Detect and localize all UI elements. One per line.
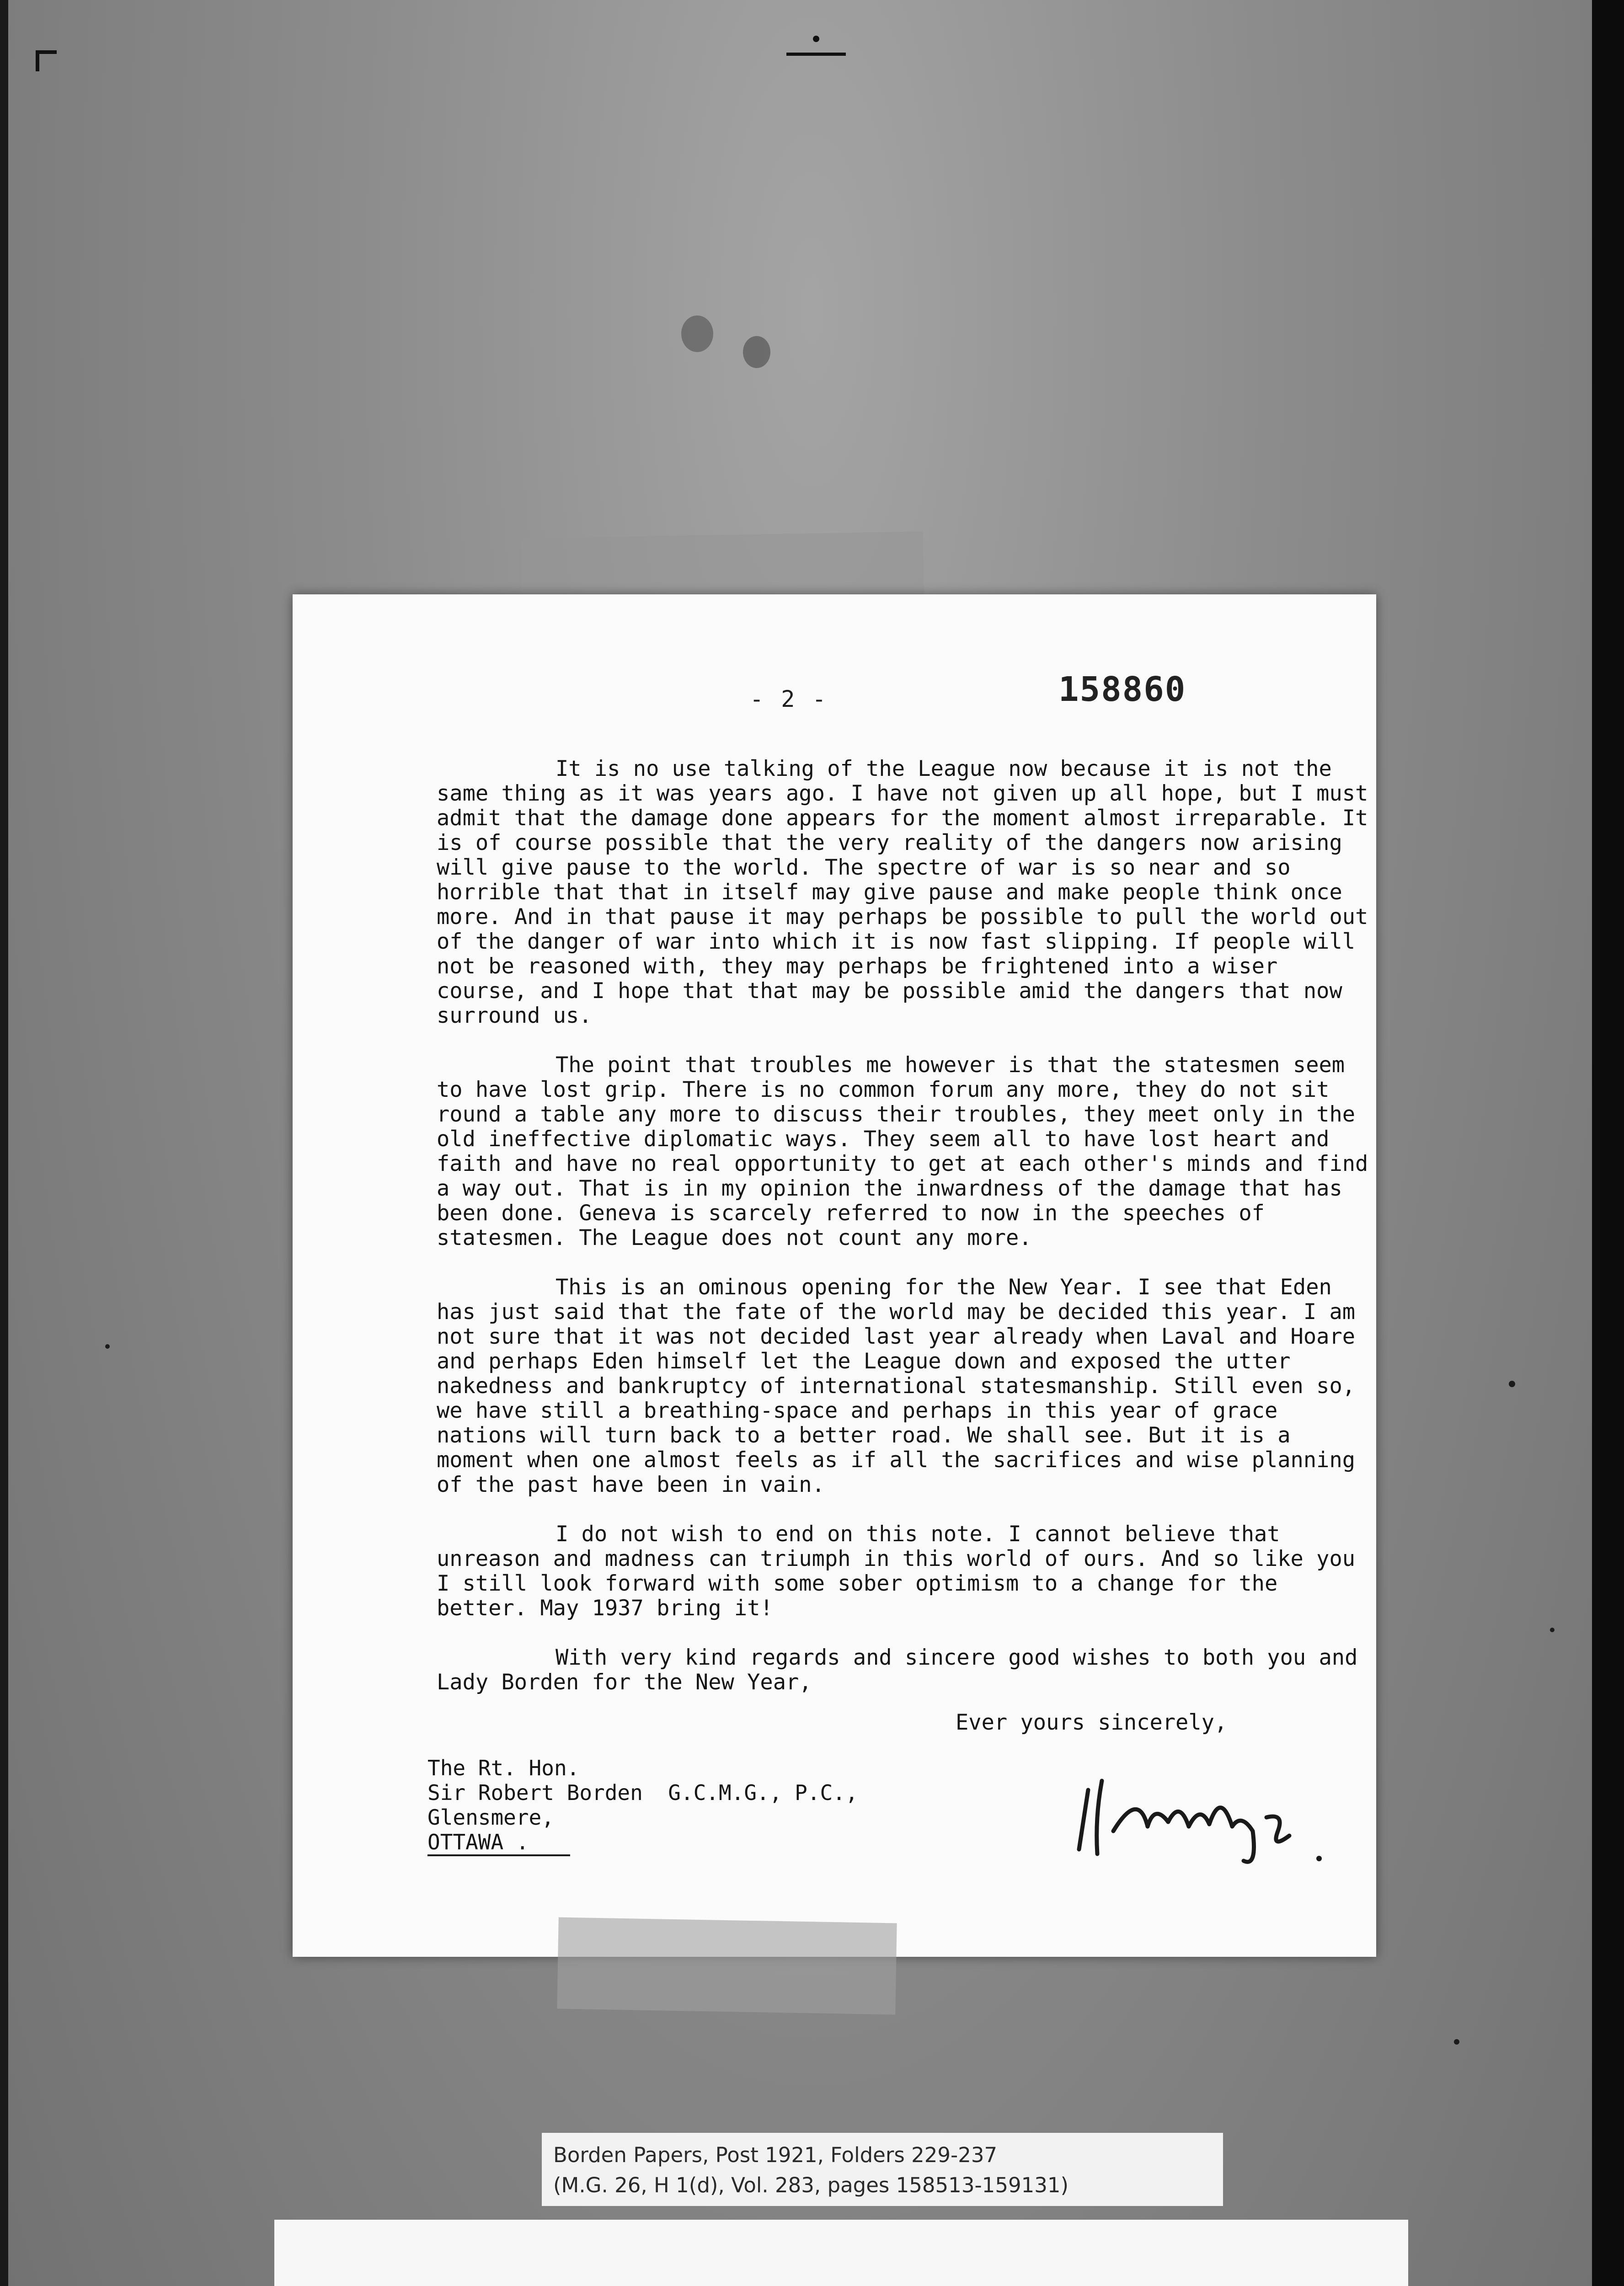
dust-speck xyxy=(105,1344,110,1349)
letter-paragraph: The point that troubles me however is that the statesmen seem to have lost grip. There is no common forum any more, they do not sit round a table any more to discuss their troubles, they meet only in the old ineffective diplomatic ways. They seem all to have lost heart and faith and have no real opportunity to get at each other's minds and find a way out. That is in my opinion the inwardness of the damage that has been done. Geneva is scarcely referred to now in the speeches of statesmen. The League does not count any more. xyxy=(437,1052,1368,1250)
address-line: OTTAWA . xyxy=(427,1830,570,1856)
collection-caption xyxy=(542,2133,1223,2206)
dust-speck xyxy=(1454,2039,1459,2045)
address-line: Glensmere, xyxy=(427,1805,554,1830)
address-line: The Rt. Hon. xyxy=(427,1756,580,1780)
dust-speck xyxy=(681,315,713,352)
caption-line: (M.G. 26, H 1(d), Vol. 283, pages 158513-159131) xyxy=(553,2173,1069,2197)
dust-speck xyxy=(1509,1381,1515,1387)
handwritten-signature xyxy=(1070,1763,1353,1868)
archive-label-card xyxy=(274,2220,1408,2286)
letter-paragraph: I do not wish to end on this note. I cannot believe that unreason and madness can triumph in this world of ours. And so like you I still look forward with some sober optimism to a change for the better. May 1937 bring it! xyxy=(437,1522,1356,1621)
document-stamp-number: 158860 xyxy=(1058,670,1186,709)
address-line: Sir Robert Borden G.C.M.G., P.C., xyxy=(427,1780,858,1805)
caption-line: Borden Papers, Post 1921, Folders 229-237 xyxy=(553,2143,998,2167)
recipient-address xyxy=(427,1756,858,1856)
dust-speck xyxy=(1550,1628,1555,1632)
frame-dot-mark xyxy=(813,36,819,42)
film-edge-right xyxy=(1592,0,1624,2286)
letter-paragraph: With very kind regards and sincere good wishes to both you and Lady Borden for the New Year, xyxy=(437,1645,1358,1695)
letter-body xyxy=(437,757,1378,1720)
letter-closing: Ever yours sincerely, xyxy=(956,1710,1228,1735)
frame-rule-mark xyxy=(786,53,846,56)
letter-paragraph: This is an ominous opening for the New Year. I see that Eden has just said that the fate of the world may be decided this year. I am not sure that it was not decided last year already when Laval and Hoare and perhaps Eden himself let the League down and exposed the utter nakedness and bankruptcy of international statesmanship. Still even so, we have still a breathing-space and perhaps in this year of grace nations will turn back to a better road. We shall see. But it is a moment when one almost feels as if all the sacrifices and wise planning of the past have been in vain. xyxy=(437,1275,1356,1497)
frame-corner-mark xyxy=(36,50,57,71)
adhesive-tape-bottom xyxy=(557,1917,897,2015)
dust-speck xyxy=(743,336,770,368)
page-number: - 2 - xyxy=(750,686,828,712)
letter-paragraph: It is no use talking of the League now because it is not the same thing as it was years ago. I have not given up all hope, but I must admit that the damage done appears for the moment almost irreparable. It is of course possible that the very reality of the dangers now arising will give pause to the world. The spectre of war is so near and so horrible that that in itself may give pause and make people think once more. And in that pause it may perhaps be possible to pull the world out of the danger of war into which it is now fast slipping. If people will not be reasoned with, they may perhaps be frightened into a wiser course, and I hope that that may be possible amid the dangers that now surround us. xyxy=(437,756,1368,1028)
film-edge-left xyxy=(0,0,8,2286)
